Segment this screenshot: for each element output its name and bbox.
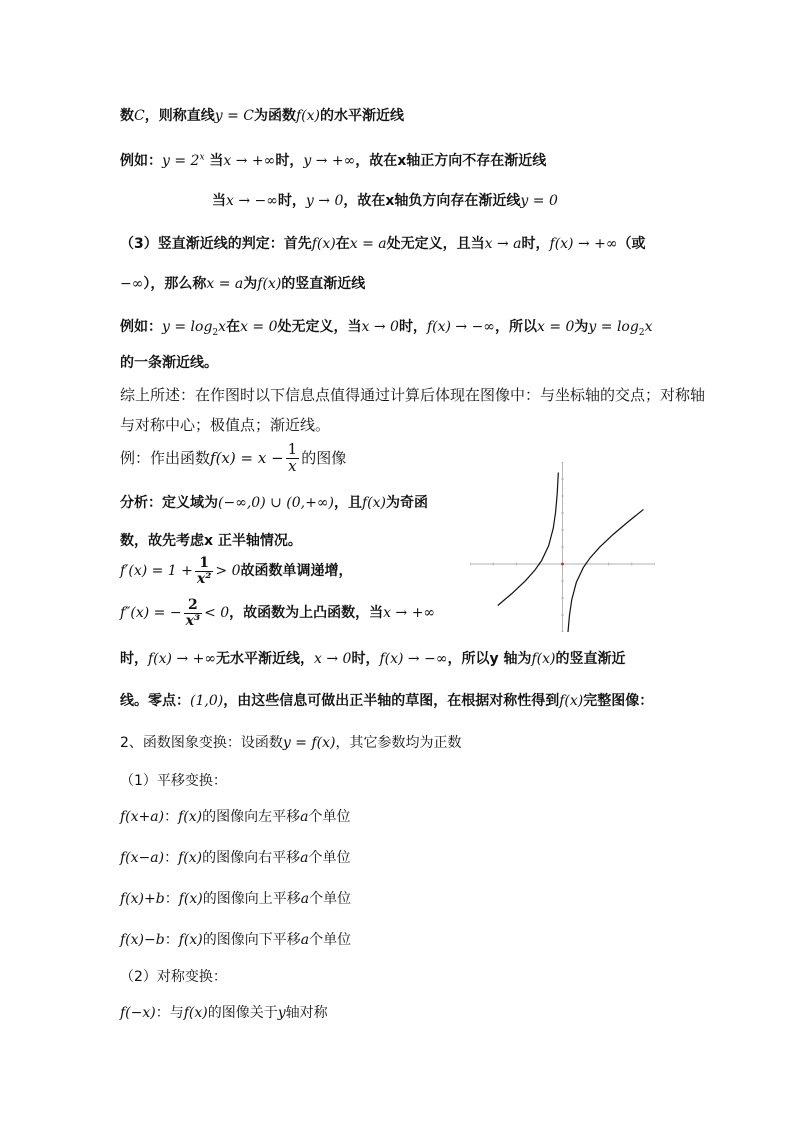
section-2-heading xyxy=(120,732,461,752)
text: ，且 xyxy=(333,495,362,511)
math: a xyxy=(300,932,310,948)
fraction xyxy=(195,556,213,586)
analysis-line-3 xyxy=(120,648,626,668)
text: ，故函数为上凸函数，当 xyxy=(229,605,384,622)
math: x xyxy=(644,319,653,335)
symmetry-item xyxy=(120,1002,328,1022)
text-line-vertical-asymptote-def xyxy=(120,233,646,253)
text-line-example-1b xyxy=(212,190,558,210)
math: y xyxy=(277,1005,286,1021)
text: 完整图像： xyxy=(583,693,654,709)
math: a xyxy=(300,850,309,866)
text-line-example-2 xyxy=(120,316,652,338)
denominator: x xyxy=(288,456,297,475)
text: ，所以y 轴为 xyxy=(447,651,532,667)
math: f(x) xyxy=(559,693,584,709)
math: f′(x) = 1 + xyxy=(120,563,193,580)
math: x = 0 xyxy=(240,319,278,335)
subsection-translation xyxy=(120,770,227,790)
math: y = 0 xyxy=(520,193,558,209)
math: f(x) xyxy=(257,276,282,292)
text: 个单位 xyxy=(309,932,352,948)
text: 2、函数图象变换：设函数 xyxy=(120,735,283,751)
math: f(x) xyxy=(311,236,336,252)
math: f(x)+b xyxy=(120,891,165,907)
math: f(x) → +∞ xyxy=(549,236,618,252)
math: −∞ xyxy=(120,276,144,292)
math: 2 xyxy=(638,327,645,338)
text: 为奇函 xyxy=(386,495,428,511)
example-heading xyxy=(120,442,346,475)
math: x xyxy=(218,319,227,335)
text: ： xyxy=(164,809,179,825)
math: x = a xyxy=(206,276,244,292)
text: 时， xyxy=(351,651,380,667)
fraction xyxy=(286,442,300,475)
analysis-line-4 xyxy=(120,690,653,710)
text: 分析：定义域为 xyxy=(120,495,218,511)
math: f(x) xyxy=(361,495,386,511)
math: f(x) xyxy=(178,891,203,907)
text: 的图像向下平移 xyxy=(202,932,301,948)
text: 当 xyxy=(212,193,226,209)
text: 时， xyxy=(275,153,304,169)
math: x = a xyxy=(349,236,387,252)
math: f(x) xyxy=(178,850,203,866)
text: 处无定义，且当 xyxy=(386,236,485,252)
axes xyxy=(470,462,655,632)
text: 故函数单调递增， xyxy=(240,563,353,580)
shift-item xyxy=(120,847,350,867)
text: 为 xyxy=(574,319,589,335)
text: 例：作出函数 xyxy=(120,448,211,467)
denominator: x² xyxy=(196,570,212,587)
math: > 0 xyxy=(215,563,241,580)
text: ，故在x轴负方向存在渐近线 xyxy=(343,193,521,209)
text: 个单位 xyxy=(308,850,351,866)
text: （2）对称变换： xyxy=(120,969,227,985)
text: 在 xyxy=(335,236,350,252)
math: f(x) xyxy=(178,809,203,825)
text-line-example-1 xyxy=(120,150,546,170)
math: y = C xyxy=(214,108,254,124)
text: 例如： xyxy=(120,153,162,169)
math: f(x) xyxy=(183,1005,208,1021)
text: 的竖直渐近 xyxy=(555,651,626,667)
shift-item xyxy=(120,806,350,826)
math: x → +∞ xyxy=(223,153,276,169)
text: 在 xyxy=(226,319,241,335)
text: 处无定义，当 xyxy=(277,319,362,335)
text: （1）平移变换： xyxy=(120,773,227,789)
math: y = log xyxy=(588,319,639,335)
text: ： xyxy=(164,932,179,948)
text: 的一条渐近线。 xyxy=(120,355,218,371)
text: 个单位 xyxy=(309,891,352,907)
math: f(x) → −∞ xyxy=(379,651,448,667)
math: f(x) → −∞ xyxy=(426,319,495,335)
text-line-vertical-asymptote-def-2 xyxy=(120,273,365,293)
math: f(x) xyxy=(178,932,203,948)
text: 的图像向左平移 xyxy=(202,809,301,825)
math: (−∞,0) ∪ (0,+∞) xyxy=(218,495,334,511)
text: （或 xyxy=(617,236,646,252)
text: ，则称直线 xyxy=(144,108,215,124)
math: f(x) → +∞ xyxy=(148,651,217,667)
math: f(x−a) xyxy=(120,850,165,866)
origin-point xyxy=(561,563,564,566)
text: ，故在x轴正方向不存在渐近线 xyxy=(355,153,547,169)
analysis-line-1 xyxy=(120,492,428,512)
numerator: 1 xyxy=(287,440,298,458)
math: y → +∞ xyxy=(303,153,356,169)
text: 当 xyxy=(209,153,224,169)
math: f(x+a) xyxy=(120,809,165,825)
math: x xyxy=(199,152,205,163)
text: 的图像向右平移 xyxy=(202,850,301,866)
math: f(x) = x − xyxy=(210,448,284,467)
function-graph xyxy=(470,462,655,632)
shift-item xyxy=(120,929,351,949)
curve-right-branch xyxy=(567,509,644,632)
math: y = 2 xyxy=(162,153,200,169)
math: C xyxy=(134,108,145,124)
math: < 0 xyxy=(204,605,230,622)
text: 时， xyxy=(521,236,550,252)
text: 轴对称 xyxy=(285,1005,328,1021)
math: y = log xyxy=(162,319,213,335)
derivative-line-1 xyxy=(120,556,352,586)
math: a xyxy=(300,809,309,825)
fraction xyxy=(184,598,202,628)
numerator: 2 xyxy=(184,598,202,614)
math: f(x) xyxy=(295,108,320,124)
math: 2 xyxy=(212,327,219,338)
text: 的图像 xyxy=(301,448,347,467)
math: x → +∞ xyxy=(383,605,436,622)
shift-item xyxy=(120,888,351,908)
text: ，其它参数均为正数 xyxy=(335,735,462,751)
text: 为函数 xyxy=(253,108,296,124)
math: y = f(x) xyxy=(282,735,336,751)
text: ，由这些信息可做出正半轴的草图，在根据对称性得到 xyxy=(223,693,560,709)
math: x → a xyxy=(484,236,522,252)
math: x → 0 xyxy=(361,319,399,335)
text: 综上所述：在作图时以下信息点值得通过计算后体现在图像中：与坐标轴的交点；对称轴 xyxy=(120,386,706,404)
text: ），那么称 xyxy=(143,276,207,292)
math: a xyxy=(300,891,310,907)
math: x → 0 xyxy=(314,651,352,667)
text: 数，故先考虑x 正半轴情况。 xyxy=(120,533,302,549)
math: f(−x) xyxy=(120,1005,156,1021)
text: 线。零点： xyxy=(120,693,190,709)
summary-line-2 xyxy=(120,414,330,435)
text: 个单位 xyxy=(308,809,351,825)
text: 的竖直渐近线 xyxy=(281,276,366,292)
text: ：与 xyxy=(155,1005,184,1021)
text: ： xyxy=(164,891,179,907)
text: （3）竖直渐近线的判定：首先 xyxy=(120,236,312,252)
math: x → −∞ xyxy=(226,193,278,209)
text-line-horizontal-asymptote-def xyxy=(120,105,404,125)
text: ： xyxy=(164,850,179,866)
text: 例如： xyxy=(120,319,162,335)
text: 时， xyxy=(398,319,427,335)
text: 的图像关于 xyxy=(207,1005,278,1021)
summary-line-1 xyxy=(120,384,705,405)
text: ，所以 xyxy=(494,319,537,335)
math: x = 0 xyxy=(536,319,575,335)
text: 的水平渐近线 xyxy=(320,108,404,124)
curves xyxy=(498,473,644,632)
text: 无水平渐近线， xyxy=(216,651,315,667)
derivative-line-2 xyxy=(120,598,435,628)
math: f(x) xyxy=(531,651,556,667)
math: (1,0) xyxy=(190,693,224,709)
text: 与对称中心；极值点；渐近线。 xyxy=(120,416,331,434)
text: 时， xyxy=(120,651,148,667)
math: f″(x) = − xyxy=(120,605,182,622)
subsection-symmetry xyxy=(120,966,227,986)
denominator: x³ xyxy=(185,612,201,629)
text-line-example-2b xyxy=(120,352,218,372)
curve-left-branch xyxy=(498,473,559,606)
text: 时， xyxy=(277,193,306,209)
numerator: 1 xyxy=(195,556,213,572)
math: y → 0 xyxy=(305,193,344,209)
text: 为 xyxy=(243,276,258,292)
text: 数 xyxy=(120,108,134,124)
math: f(x)−b xyxy=(120,932,165,948)
text: 的图像向上平移 xyxy=(202,891,301,907)
analysis-line-2 xyxy=(120,530,302,550)
